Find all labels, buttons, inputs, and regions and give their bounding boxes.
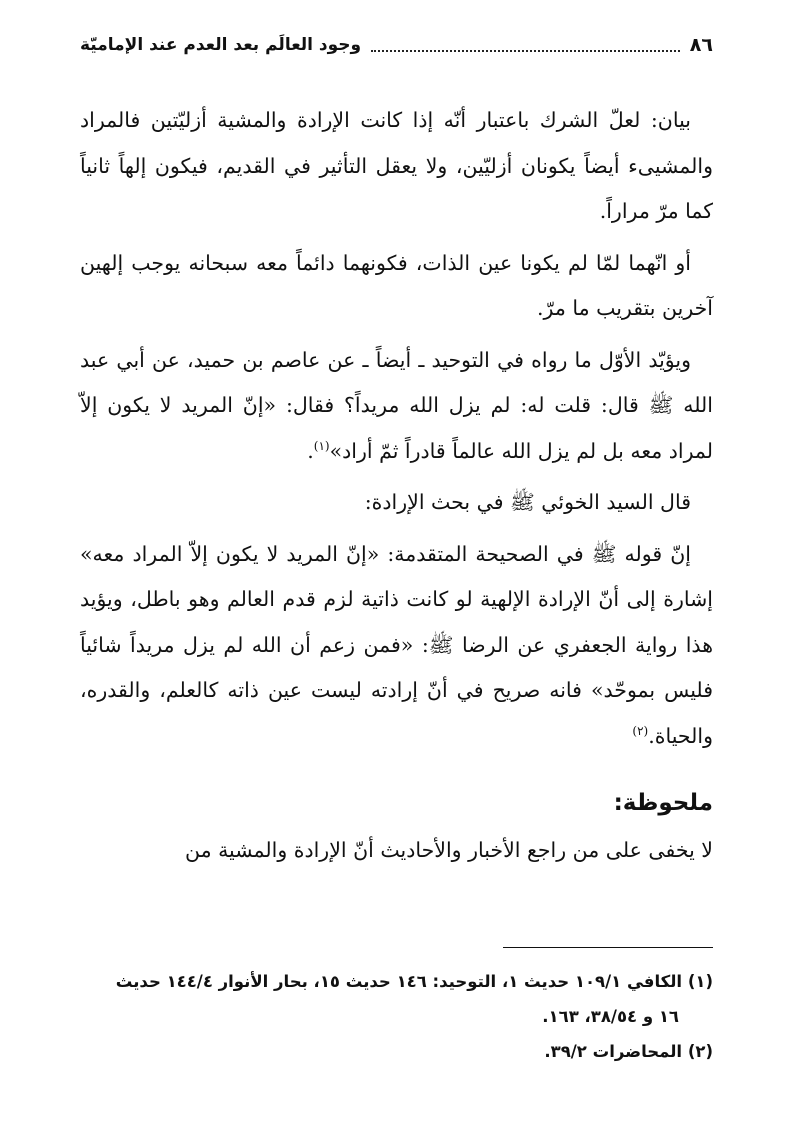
- note-text: لا يخفى على من راجع الأخبار والأحاديث أنّ الإرادة والمشية من: [184, 838, 713, 862]
- footnote-ref-2: (٢): [632, 723, 649, 738]
- paragraph-2: أو انّهما لمّا لم يكونا عين الذات، فكونهما دائماً معه سبحانه يوجب إلهين آخرين بتقريب ما مرّ.: [80, 250, 713, 320]
- running-header: [80, 30, 713, 60]
- header-dot-leader: [371, 50, 680, 52]
- paragraph-3: ويؤيّد الأوّل ما رواه في التوحيد ـ أيضاً ـ عن عاصم بن حميد، عن أبي عبد الله ﷺ قال: قلت له: لم يزل الله مريداً؟ فقال: «إنّ المريد لا يكون إلاّ لمراد معه بل لم يزل الله عالماً قادراً ثمّ أراد»$^{(١)}$.: [80, 347, 713, 463]
- note-heading: ملحوظة:: [613, 790, 713, 816]
- footnote-1: (١) الكافي ١٠٩/١ حديث ١، التوحيد: ١٤٦ حديث ١٥، بحار الأنوار ١٤٤/٤ حديث: [115, 972, 713, 991]
- main-text: [80, 98, 713, 765]
- running-title: وجود العالَم بعد العدم عند الإماميّة: [80, 35, 362, 55]
- footnote-ref-1: (١): [313, 438, 330, 453]
- footnote-1-continuation: ١٦ و ٣٨/٥٤، ١٦٣.: [542, 1007, 679, 1026]
- footnote-separator: [503, 947, 713, 948]
- footnotes: [80, 964, 713, 1069]
- paragraph-5: إنّ قوله ﷺ في الصحيحة المتقدمة: «إنّ المريد لا يكون إلاّ المراد معه» إشارة إلى أنّ الإرادة الإلهية لو كانت ذاتية لزم قدم العالم وهو باطل، ويؤيد هذا رواية الجعفري عن الرضا ﷺ: «فمن زعم أن الله لم يزل مريداً شائياً فليس بموحّد» فانه صريح في أنّ إرادته ليست عين ذاته كالعلم، والقدره، والحياة.$^{(٢)}$: [80, 541, 713, 748]
- paragraph-4: قال السيد الخوئي ﷺ في بحث الإرادة:: [364, 490, 691, 514]
- page-number: ٨٦: [689, 34, 713, 56]
- footnote-2: (٢) المحاضرات ٣٩/٢.: [544, 1042, 713, 1061]
- paragraph-1: بيان: لعلّ الشرك باعتبار أنّه إذا كانت الإرادة والمشية أزليّتين فالمراد والمشيىء أيضاً يكونان أزليّين، ولا يعقل التأثير في القديم، فيكون إلهاً ثانياً كما مرّ مراراً.: [80, 108, 713, 223]
